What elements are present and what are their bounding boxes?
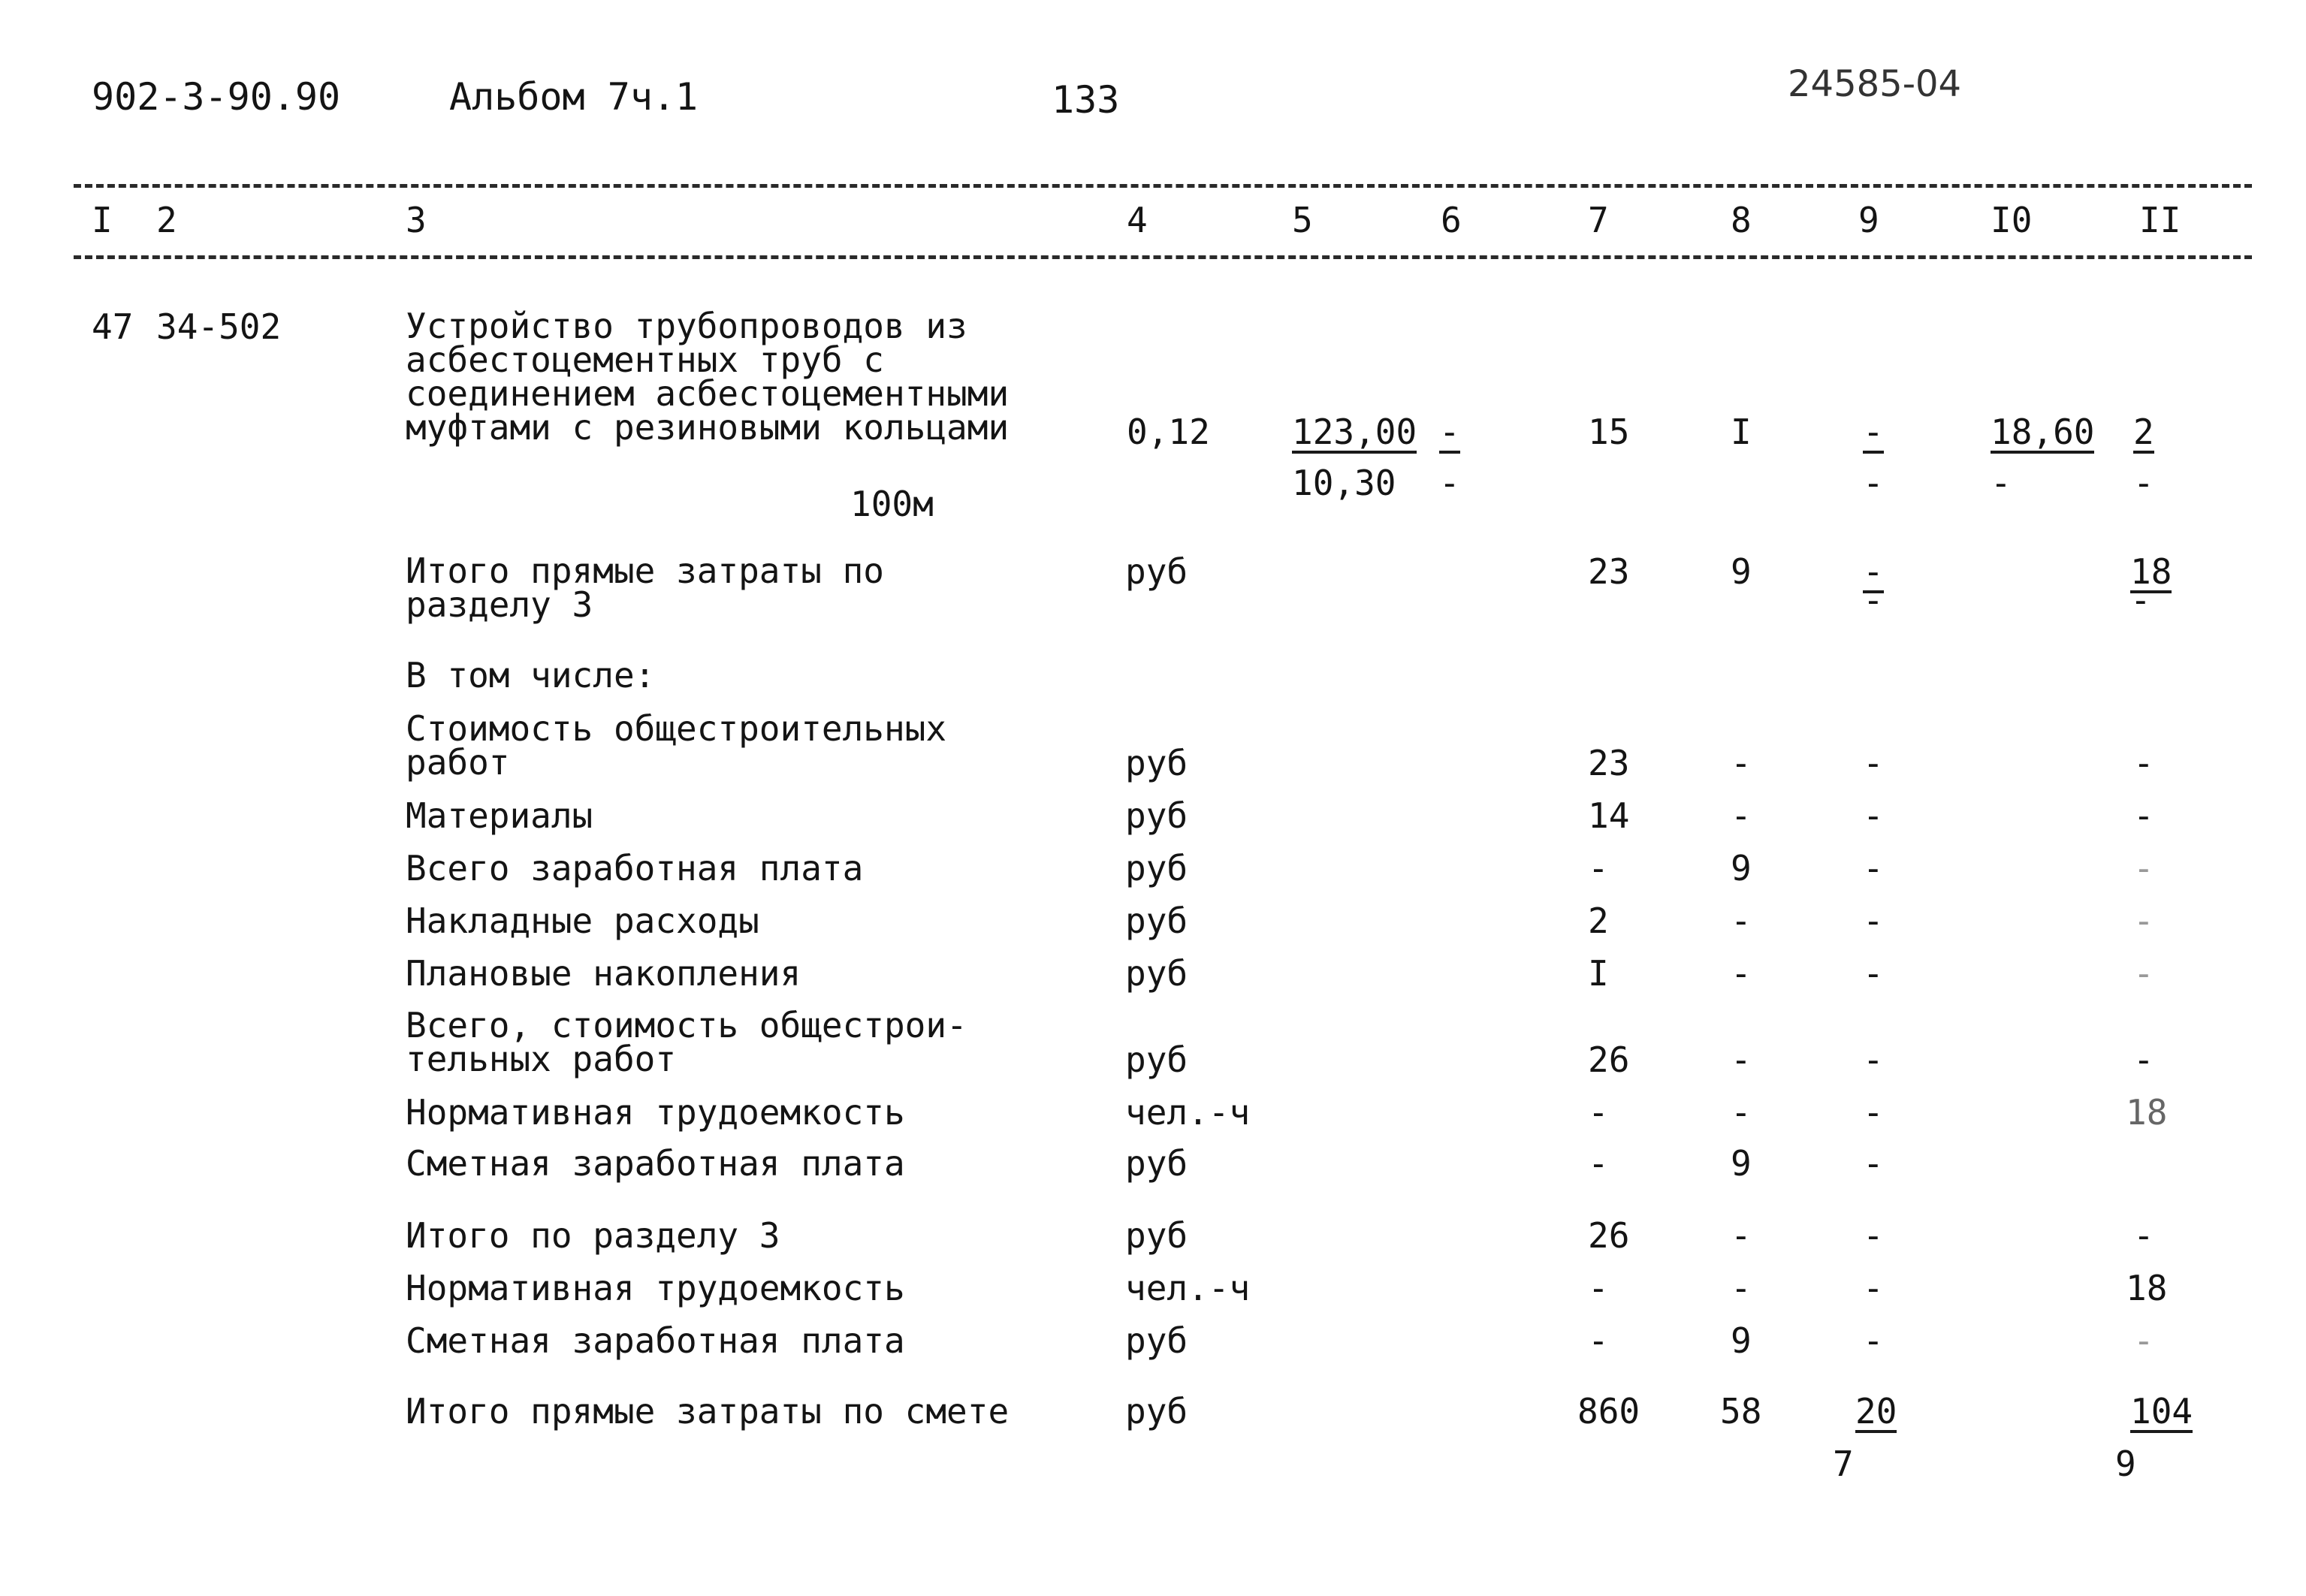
row-unit: руб [1125,743,1188,783]
row-col11: 18 [2126,1268,2168,1308]
col-header-11: II [2139,200,2181,240]
entry-description-line: муфтами с резиновыми кольцами [406,407,1010,448]
section-total-col11-top: 18 [2130,551,2172,592]
row-label: Сметная заработная плата [406,1320,905,1361]
grand-total-unit: руб [1125,1391,1188,1432]
row-col11: - [2133,1320,2154,1361]
row-col7: 14 [1588,795,1630,836]
row-label: Нормативная трудоемкость [406,1268,905,1308]
row-col9: - [1863,1215,1884,1256]
row-col8: - [1731,795,1752,836]
row-col8: - [1731,1268,1752,1308]
row-col8: - [1731,901,1752,941]
entry-col5-bottom: 10,30 [1292,463,1396,503]
entry-col5-top: 123,00 [1292,412,1417,452]
col-header-2: 2 [156,200,177,240]
row-unit: руб [1125,848,1188,889]
row-col7: 2 [1588,901,1609,941]
including-label: В том числе: [406,655,656,695]
row-unit: руб [1125,1215,1188,1256]
entry-description [406,306,1010,448]
entry-quantity: 0,12 [1127,412,1210,452]
album-label: Альбом 7ч.1 [449,75,699,119]
row-col9: - [1863,1320,1884,1361]
col-header-1: I [92,200,113,240]
section-total-col8: 9 [1731,551,1752,592]
row-col9: - [1863,953,1884,994]
row-label-line: тельных работ [406,1039,677,1079]
row-col9: - [1863,743,1884,783]
row-label-line: Стоимость общестроительных [406,708,947,749]
col-header-6: 6 [1441,200,1462,240]
row-col9: - [1863,1092,1884,1133]
document-code: 902-3-90.90 [92,75,341,119]
row-label [406,708,947,783]
row-col8: - [1731,743,1752,783]
row-label [406,1005,967,1079]
row-col7: - [1588,1092,1609,1133]
col-header-4: 4 [1127,200,1148,240]
col-header-8: 8 [1731,200,1752,240]
entry-code: 34-502 [156,306,282,347]
grand-total-col11-top: 104 [2130,1391,2193,1432]
row-col7: 23 [1588,743,1630,783]
col-header-9: 9 [1858,200,1879,240]
row-col9: - [1863,1039,1884,1080]
row-unit: руб [1125,901,1188,941]
row-label: Накладные расходы [406,901,759,941]
entry-col6-top: - [1439,412,1460,452]
row-col8: - [1731,953,1752,994]
grand-total-label: Итого прямые затраты по смете [406,1391,1010,1432]
row-col9: - [1863,1268,1884,1308]
row-col8: 9 [1731,848,1752,889]
row-unit: чел.-ч [1125,1268,1251,1308]
entry-col10-top: 18,60 [1991,412,2095,452]
col-header-3: 3 [406,200,427,240]
page-number: 133 [1052,78,1120,122]
row-col8: - [1731,1215,1752,1256]
section-total-label-line: Итого прямые затраты по [406,551,884,591]
section-total-label-line: разделу 3 [406,584,593,625]
section-total-col9-top: - [1863,551,1884,592]
grand-total-col9-bottom: 7 [1833,1444,1854,1484]
entry-col11-top: 2 [2133,412,2154,452]
entry-col11-bottom: - [2133,463,2154,503]
section-total-label [406,551,884,625]
row-col7: 26 [1588,1039,1630,1080]
row-col9: - [1863,795,1884,836]
col-header-10: I0 [1991,200,2033,240]
row-col8: - [1731,1092,1752,1133]
entry-col10-bottom: - [1991,463,2012,503]
row-label: Материалы [406,795,593,836]
row-col7: - [1588,1268,1609,1308]
row-col7: - [1588,848,1609,889]
row-col7: - [1588,1320,1609,1361]
doc-number-stamp: 24585-04 [1788,63,1962,105]
row-label: Нормативная трудоемкость [406,1092,905,1133]
row-label: Сметная заработная плата [406,1143,905,1184]
row-col7: I [1588,953,1609,994]
header-bottom-dashed-rule [74,255,2252,259]
entry-unit: 100м [850,484,934,524]
entry-col7: 15 [1588,412,1630,452]
row-unit: руб [1125,795,1188,836]
col-header-7: 7 [1588,200,1609,240]
entry-col9-top: - [1863,412,1884,452]
row-unit: чел.-ч [1125,1092,1251,1133]
entry-row-number: 47 [92,306,134,347]
entry-col6-bottom: - [1439,463,1460,503]
row-unit: руб [1125,953,1188,994]
top-dashed-rule [74,184,2252,188]
row-unit: руб [1125,1039,1188,1080]
row-col7: - [1588,1143,1609,1184]
entry-description-line: Устройство трубопроводов из [406,306,967,346]
row-col7: 26 [1588,1215,1630,1256]
row-col11: - [2133,743,2154,783]
entry-description-line: асбестоцементных труб с [406,339,884,380]
row-unit: руб [1125,1143,1188,1184]
row-col11: - [2133,953,2154,994]
entry-col8: I [1731,412,1752,452]
row-label: Итого по разделу 3 [406,1215,780,1256]
entry-description-line: соединением асбестоцементными [406,373,1010,414]
row-label: Плановые накопления [406,953,801,994]
row-col11: - [2133,1039,2154,1080]
row-label: Всего заработная плата [406,848,864,889]
grand-total-col7: 860 [1577,1391,1640,1432]
row-col8: 9 [1731,1143,1752,1184]
row-col9: - [1863,1143,1884,1184]
row-col11: - [2133,848,2154,889]
entry-col9-bottom: - [1863,463,1884,503]
row-col8: 9 [1731,1320,1752,1361]
row-label-line: Всего, стоимость общестрои- [406,1005,967,1045]
row-col11: - [2133,901,2154,941]
row-col11: - [2133,795,2154,836]
row-unit: руб [1125,1320,1188,1361]
row-col8: - [1731,1039,1752,1080]
section-total-unit: руб [1125,551,1188,592]
grand-total-col8: 58 [1720,1391,1762,1432]
row-col11: - [2133,1215,2154,1256]
row-col11: 18 [2126,1092,2168,1133]
row-label-line: работ [406,742,510,783]
row-col9: - [1863,848,1884,889]
col-header-5: 5 [1292,200,1313,240]
grand-total-col11-bottom: 9 [2115,1444,2136,1484]
section-total-col9-bottom: - [1863,580,1884,620]
row-col9: - [1863,901,1884,941]
section-total-col11-bottom: - [2130,580,2151,620]
grand-total-col9-top: 20 [1855,1391,1897,1432]
section-total-col7: 23 [1588,551,1630,592]
